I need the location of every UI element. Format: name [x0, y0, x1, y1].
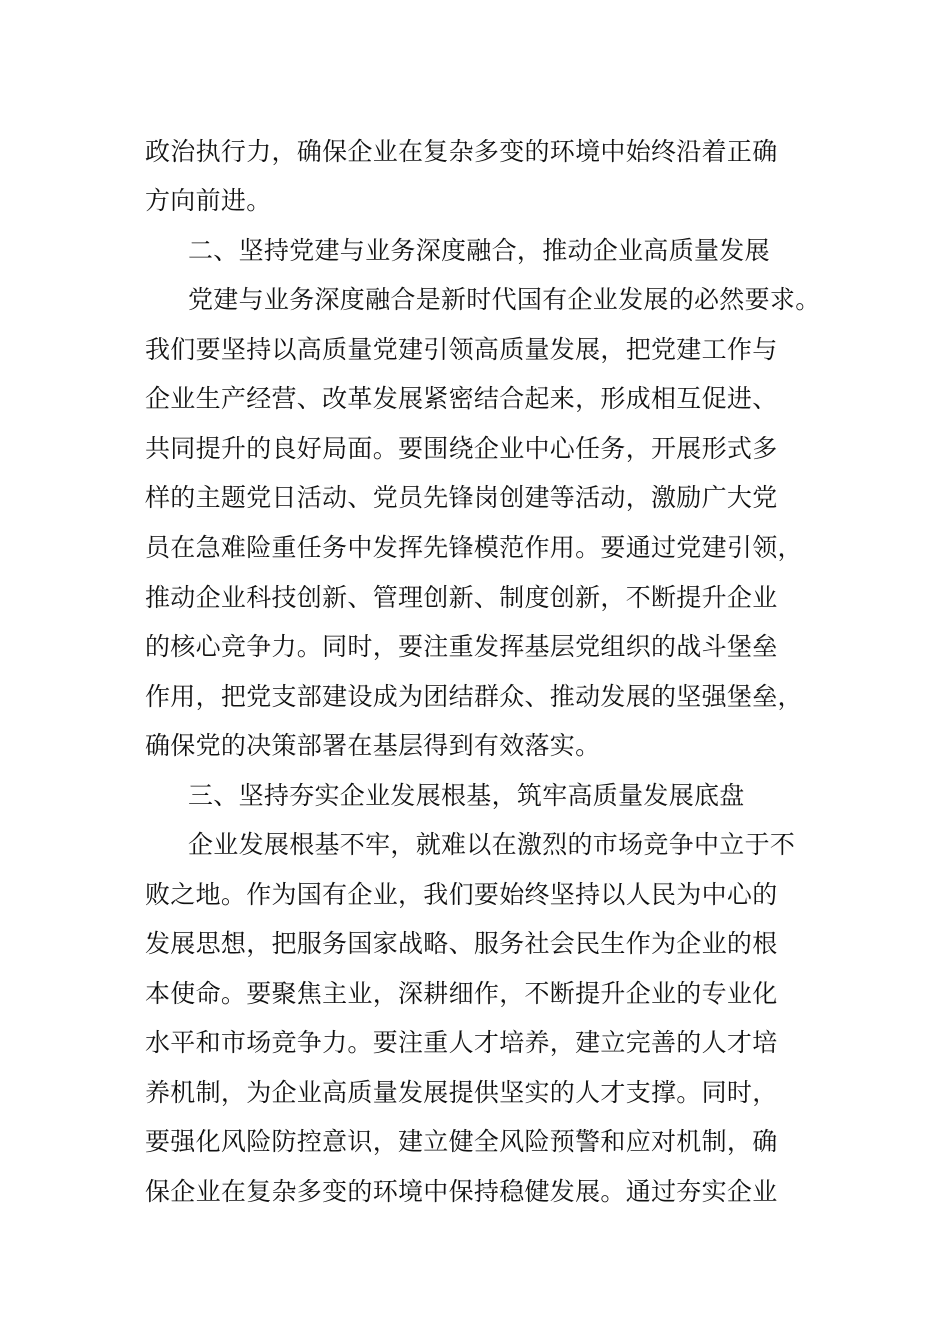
text-line: 作用，把党支部建设成为团结群众、推动发展的坚强堡垒， [145, 682, 803, 711]
text-line: 的核心竞争力。同时，要注重发挥基层党组织的战斗堡垒 [145, 632, 778, 661]
text-line: 水平和市场竞争力。要注重人才培养，建立完善的人才培 [145, 1028, 778, 1057]
text-line: 方向前进。 [145, 186, 272, 215]
text-line: 企业生产经营、改革发展紧密结合起来，形成相互促进、 [145, 384, 778, 413]
text-line: 样的主题党日活动、党员先锋岗创建等活动，激励广大党 [145, 483, 778, 512]
text-line: 养机制，为企业高质量发展提供坚实的人才支撑。同时， [145, 1078, 778, 1107]
text-line: 本使命。要聚焦主业，深耕细作，不断提升企业的专业化 [145, 979, 778, 1008]
text-line: 共同提升的良好局面。要围绕企业中心任务，开展形式多 [145, 434, 778, 463]
text-line: 推动企业科技创新、管理创新、制度创新，不断提升企业 [145, 583, 778, 612]
text-line: 政治执行力，确保企业在复杂多变的环境中始终沿着正确 [145, 137, 778, 166]
text-line: 员在急难险重任务中发挥先锋模范作用。要通过党建引领， [145, 533, 803, 562]
section-heading: 二、坚持党建与业务深度融合，推动企业高质量发展 [188, 236, 770, 265]
section-heading: 三、坚持夯实企业发展根基，筑牢高质量发展底盘 [188, 781, 745, 810]
text-line: 我们要坚持以高质量党建引领高质量发展，把党建工作与 [145, 335, 778, 364]
paragraph-first-line: 党建与业务深度融合是新时代国有企业发展的必然要求。 [188, 285, 821, 314]
text-line: 要强化风险防控意识，建立健全风险预警和应对机制，确 [145, 1127, 778, 1156]
text-line: 败之地。作为国有企业，我们要始终坚持以人民为中心的 [145, 880, 778, 909]
paragraph-first-line: 企业发展根基不牢，就难以在激烈的市场竞争中立于不 [188, 830, 796, 859]
text-line: 确保党的决策部署在基层得到有效落实。 [145, 731, 601, 760]
text-line: 发展思想，把服务国家战略、服务社会民生作为企业的根 [145, 929, 778, 958]
text-line: 保企业在复杂多变的环境中保持稳健发展。通过夯实企业 [145, 1177, 778, 1206]
